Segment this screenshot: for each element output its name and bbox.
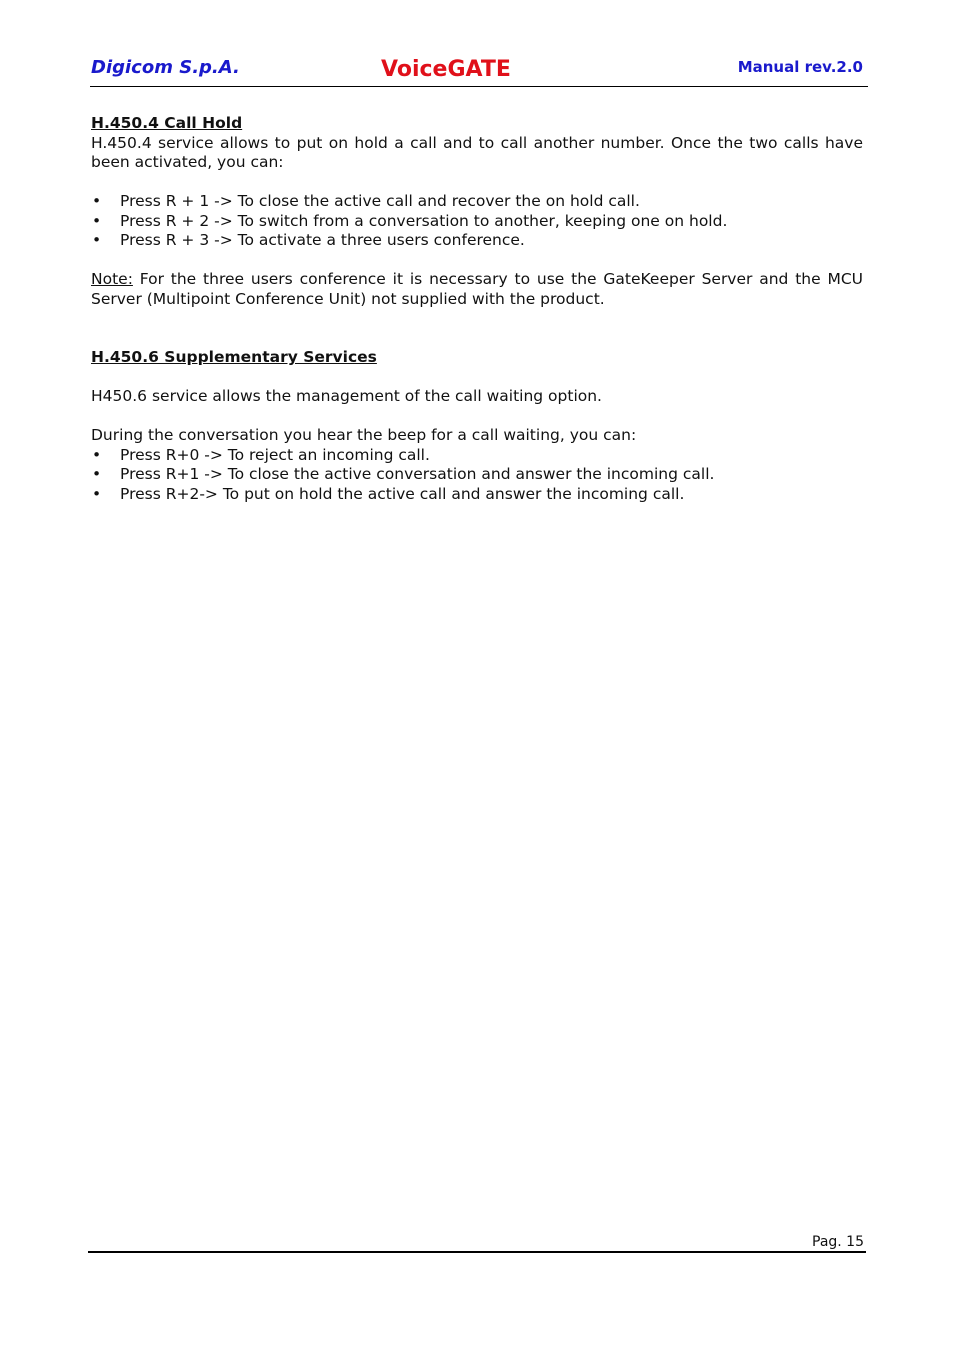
section-heading-supplementary: H.450.6 Supplementary Services [91, 348, 377, 366]
list-item-text: Press R + 1 -> To close the active call and recover the on hold call. [120, 192, 640, 210]
list-item-text: Press R+1 -> To close the active conversation and answer the incoming call. [120, 465, 715, 483]
list-item [91, 465, 863, 485]
page-header [90, 52, 868, 87]
list-item [91, 212, 863, 232]
list-item [91, 446, 863, 466]
bullet-icon: • [92, 465, 102, 483]
list-item-text: Press R + 3 -> To activate a three users conference. [120, 231, 525, 249]
list-item-text: Press R+0 -> To reject an incoming call. [120, 445, 430, 464]
supplementary-intro: H450.6 service allows the management of the call waiting option. [91, 387, 602, 405]
section-heading-call-hold: H.450.4 Call Hold [91, 114, 243, 132]
bullet-icon: • [92, 484, 102, 503]
list-item [91, 192, 863, 212]
list-item-text: Press R+2-> To put on hold the active call and answer the incoming call. [120, 484, 685, 503]
page-footer [88, 1232, 866, 1253]
list-item-text: Press R + 2 -> To switch from a conversation to another, keeping one on hold. [120, 211, 728, 230]
page-number: Pag. 15 [812, 1234, 864, 1250]
call-hold-list [91, 192, 863, 251]
bullet-icon: • [92, 231, 102, 249]
page-content [91, 114, 863, 504]
call-waiting-list [91, 446, 863, 505]
call-hold-intro: H.450.4 service allows to put on hold a call and to call another number. Once the two calls have been activated, you can: [91, 133, 863, 171]
bullet-icon: • [92, 192, 102, 210]
bullet-icon: • [92, 211, 102, 230]
conference-note [91, 270, 863, 309]
supplementary-lead: During the conversation you hear the beep for a call waiting, you can: [91, 426, 637, 444]
list-item [91, 485, 863, 505]
note-label: Note: [91, 270, 133, 288]
bullet-icon: • [92, 445, 102, 464]
product-title: VoiceGATE [381, 57, 511, 82]
company-name: Digicom S.p.A. [91, 57, 240, 78]
note-text: For the three users conference it is necessary to use the GateKeeper Server and the MCU Server (Multipoint Conference Unit) not supplied with the product. [91, 270, 863, 308]
manual-revision: Manual rev.2.0 [737, 58, 863, 76]
list-item [91, 231, 863, 251]
